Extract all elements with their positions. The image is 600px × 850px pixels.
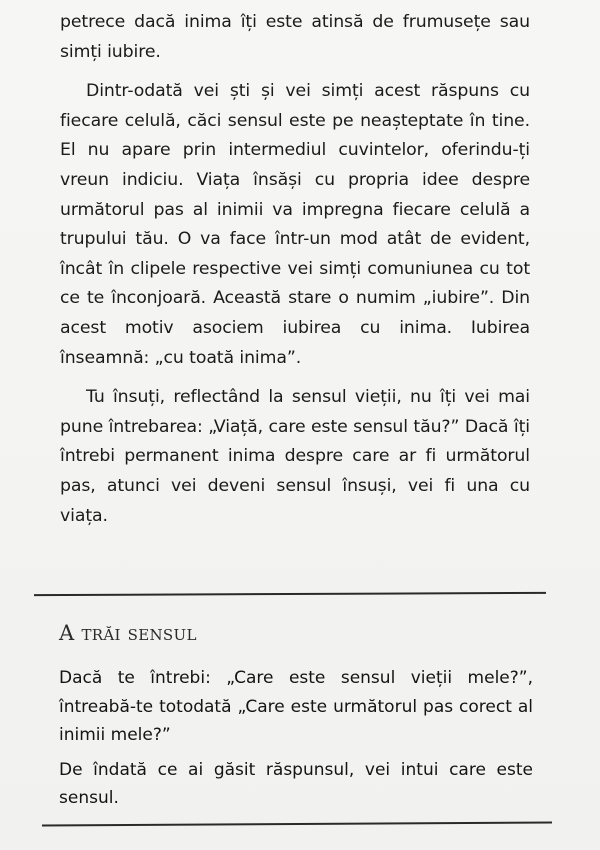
paragraph-response: Dintr-odată vei ști și vei simți acest răspuns cu fiecare celulă, căci sensul este pe neașteptate în tine. El nu apare prin intermediul cuvintelor, oferindu-ți vreun indiciu. Viața însăși cu propria idee despre următorul pas al inimii va impregna fiecare celulă a trupului tău. O va face într-un mod atât de evident, încât în clipele respective vei simți comuniunea cu tot ce te înconjoară. Această stare o numim „iubire”. Din acest motiv asociem iubirea cu inima. Iubirea înseamnă: „cu toată inima”. <box>60 81 530 368</box>
paragraph-continuation: petrece dacă inima îți este atinsă de frumusețe sau simți iubire. <box>60 12 530 62</box>
box-question: Dacă te întrebi: „Care este sensul vieții mele?”, întreabă-te totodată „Care este următorul pas corect al inimii mele?” <box>59 668 533 745</box>
box-text <box>59 664 533 819</box>
box-title: A trăi sensul <box>59 621 197 645</box>
box-bottom-rule <box>42 821 552 826</box>
paragraph-reflection: Tu însuți, reflectând la sensul vieții, nu îți vei mai pune întrebarea: „Viață, care este sensul tău?” Dacă îți întrebi permanent inima despre care ar fi următorul pas, atunci vei deveni sensul însuși, vei fi una cu viața. <box>60 387 530 526</box>
box-answer: De îndată ce ai găsit răspunsul, vei intui care este sensul. <box>59 759 533 808</box>
body-text <box>60 8 530 541</box>
box-top-rule <box>34 592 546 596</box>
